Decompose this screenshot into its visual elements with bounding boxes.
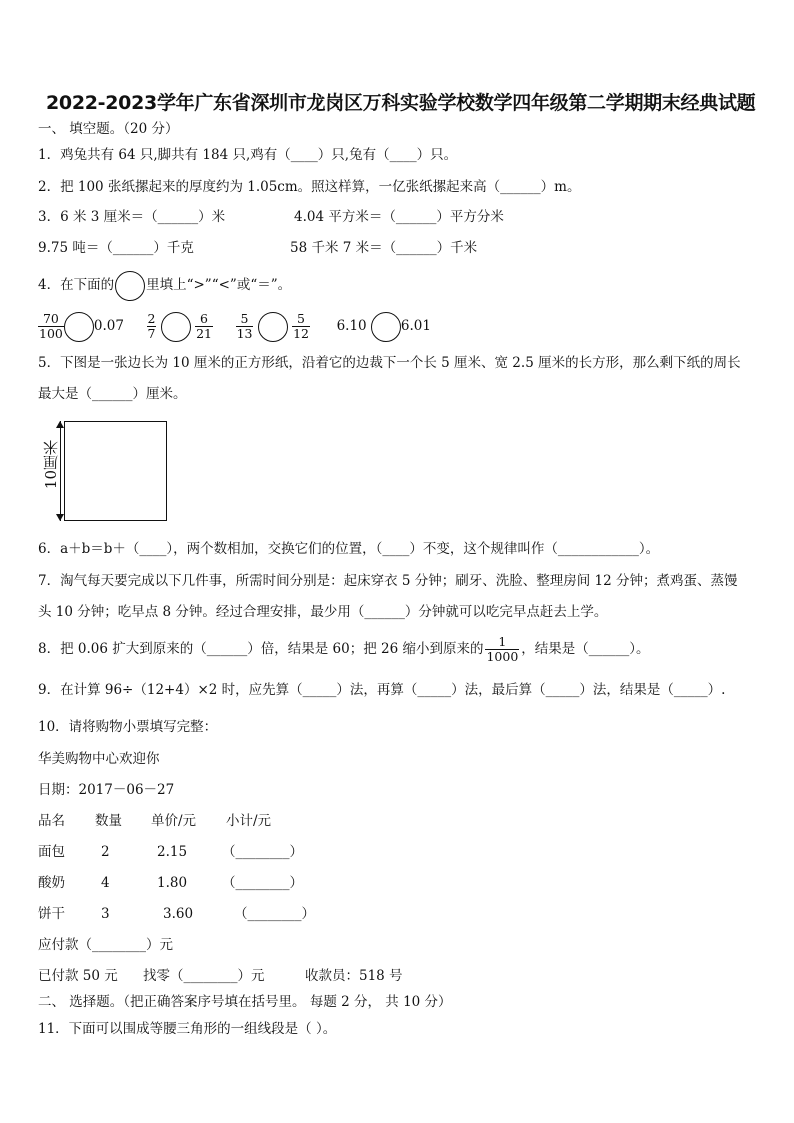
answer-circle <box>115 271 145 301</box>
question-3a: 3．6 米 3 厘米＝（______）米 <box>38 209 226 225</box>
compare-circle-4[interactable] <box>371 312 401 342</box>
question-7-line1: 7．淘气每天要完成以下几件事，所需时间分别是：起床穿衣 5 分钟；刷牙、洗脸、整理房间 12 分钟；煮鸡蛋、蒸馒 <box>38 573 738 589</box>
receipt-row-name: 饼干 <box>38 906 65 922</box>
fraction-numerator: 5 <box>240 311 249 326</box>
fraction-numerator: 5 <box>297 311 305 326</box>
fraction-denominator: 21 <box>196 326 212 341</box>
receipt-row-subtotal[interactable]: （________） <box>222 875 303 891</box>
fraction-numerator: 2 <box>147 311 156 326</box>
receipt-due: 应付款（________）元 <box>38 937 173 953</box>
receipt-header-qty: 数量 <box>95 813 122 829</box>
compare-value: 0.07 <box>93 318 124 334</box>
page-title: 2022-2023学年广东省深圳市龙岗区万科实验学校数学四年级第二学期期末经典试题 <box>46 92 756 114</box>
section-1-heading: 一、 填空题。（20 分） <box>38 121 179 137</box>
fraction-numerator: 6 <box>200 311 208 326</box>
receipt-header-subtotal: 小计/元 <box>226 813 272 829</box>
receipt-row-name: 酸奶 <box>38 875 65 891</box>
section-2-heading: 二、 选择题。（把正确答案序号填在括号里。 每题 2 分， 共 10 分） <box>38 994 452 1010</box>
question-6: 6．a＋b＝b＋（____），两个数相加，交换它们的位置，（____）不变，这个规律叫作（____________）。 <box>38 541 660 557</box>
question-2: 2．把 100 张纸摞起来的厚度约为 1.05cm。照这样算，一亿张纸摞起来高（______）m。 <box>38 179 581 195</box>
square-side-label: 10厘米 <box>42 440 60 490</box>
receipt-paid: 已付款 50 元 <box>38 968 118 984</box>
question-9: 9．在计算 96÷（12+4）×2 时，应先算（_____）法，再算（_____）法，最后算（_____）法，结果是（_____）. <box>38 682 726 698</box>
arrow-down-icon <box>56 514 64 521</box>
receipt-row-subtotal[interactable]: （________） <box>222 844 303 860</box>
receipt-cashier: 收款员：518 号 <box>305 968 403 984</box>
fraction-denominator: 12 <box>293 326 309 341</box>
receipt-row-qty: 4 <box>101 875 110 891</box>
arrow-up-icon <box>56 421 64 428</box>
question-5-line1: 5．下图是一张边长为 10 厘米的正方形纸，沿着它的边裁下一个长 5 厘米、宽 2.5 厘米的长方形，那么剩下纸的周长 <box>38 355 741 371</box>
compare-value: 6.01 <box>400 318 431 334</box>
receipt-row-qty: 3 <box>101 906 110 922</box>
question-3d: 58 千米 7 米＝（______）千米 <box>290 240 478 256</box>
receipt-store: 华美购物中心欢迎你 <box>38 751 160 767</box>
question-5-line2: 最大是（______）厘米。 <box>38 386 187 402</box>
compare-value: 6.10 <box>336 318 367 334</box>
compare-circle-1[interactable] <box>64 312 94 342</box>
fraction-2-7 <box>147 312 157 341</box>
receipt-date: 日期：2017－06－27 <box>38 782 175 798</box>
fraction-numerator: 1 <box>498 634 507 649</box>
question-4-items <box>38 308 431 344</box>
receipt-change: 找零（________）元 <box>143 968 265 984</box>
fraction-1-1000 <box>485 635 519 664</box>
receipt-header-name: 品名 <box>38 813 65 829</box>
square-figure <box>64 421 167 521</box>
receipt-row-qty: 2 <box>101 844 110 860</box>
question-4-instruction <box>38 270 291 301</box>
receipt-header-price: 单价/元 <box>151 813 197 829</box>
question-10-label: 10．请将购物小票填写完整： <box>38 719 218 735</box>
question-7-line2: 头 10 分钟；吃早点 8 分钟。经过合理安排，最少用（______）分钟就可以吃完早点赶去上学。 <box>38 604 608 620</box>
fraction-denominator: 13 <box>236 326 253 341</box>
question-8-suffix: ，结果是（______）。 <box>521 641 650 657</box>
fraction-70-100 <box>38 312 64 341</box>
question-8 <box>38 632 650 666</box>
question-4-prefix: 4．在下面的 <box>38 277 115 293</box>
question-4-suffix: 里填上“>”“<”或“＝”。 <box>146 277 292 293</box>
receipt-row-price: 2.15 <box>157 844 188 860</box>
fraction-denominator: 1000 <box>486 649 519 664</box>
question-11: 11．下面可以围成等腰三角形的一组线段是（ ）。 <box>38 1021 337 1037</box>
compare-circle-2[interactable] <box>161 312 191 342</box>
receipt-row-subtotal[interactable]: （________） <box>234 906 315 922</box>
fraction-5-12 <box>292 312 310 341</box>
question-8-prefix: 8．把 0.06 扩大到原来的（______）倍，结果是 60；把 26 缩小到原来的 <box>38 641 484 657</box>
compare-circle-3[interactable] <box>258 312 288 342</box>
fraction-numerator: 70 <box>42 311 59 326</box>
fraction-denominator: 100 <box>39 326 63 341</box>
fraction-denominator: 7 <box>147 326 156 341</box>
receipt-row-price: 1.80 <box>157 875 188 891</box>
question-1: 1．鸡兔共有 64 只,脚共有 184 只,鸡有（____）只,兔有（____）只。 <box>38 147 458 163</box>
question-3b: 4.04 平方米＝（______）平方分米 <box>294 209 504 225</box>
fraction-5-13 <box>236 312 254 341</box>
receipt-row-price: 3.60 <box>163 906 194 922</box>
fraction-6-21 <box>195 312 213 341</box>
question-3c: 9.75 吨＝（______）千克 <box>38 240 194 256</box>
receipt-row-name: 面包 <box>38 844 65 860</box>
